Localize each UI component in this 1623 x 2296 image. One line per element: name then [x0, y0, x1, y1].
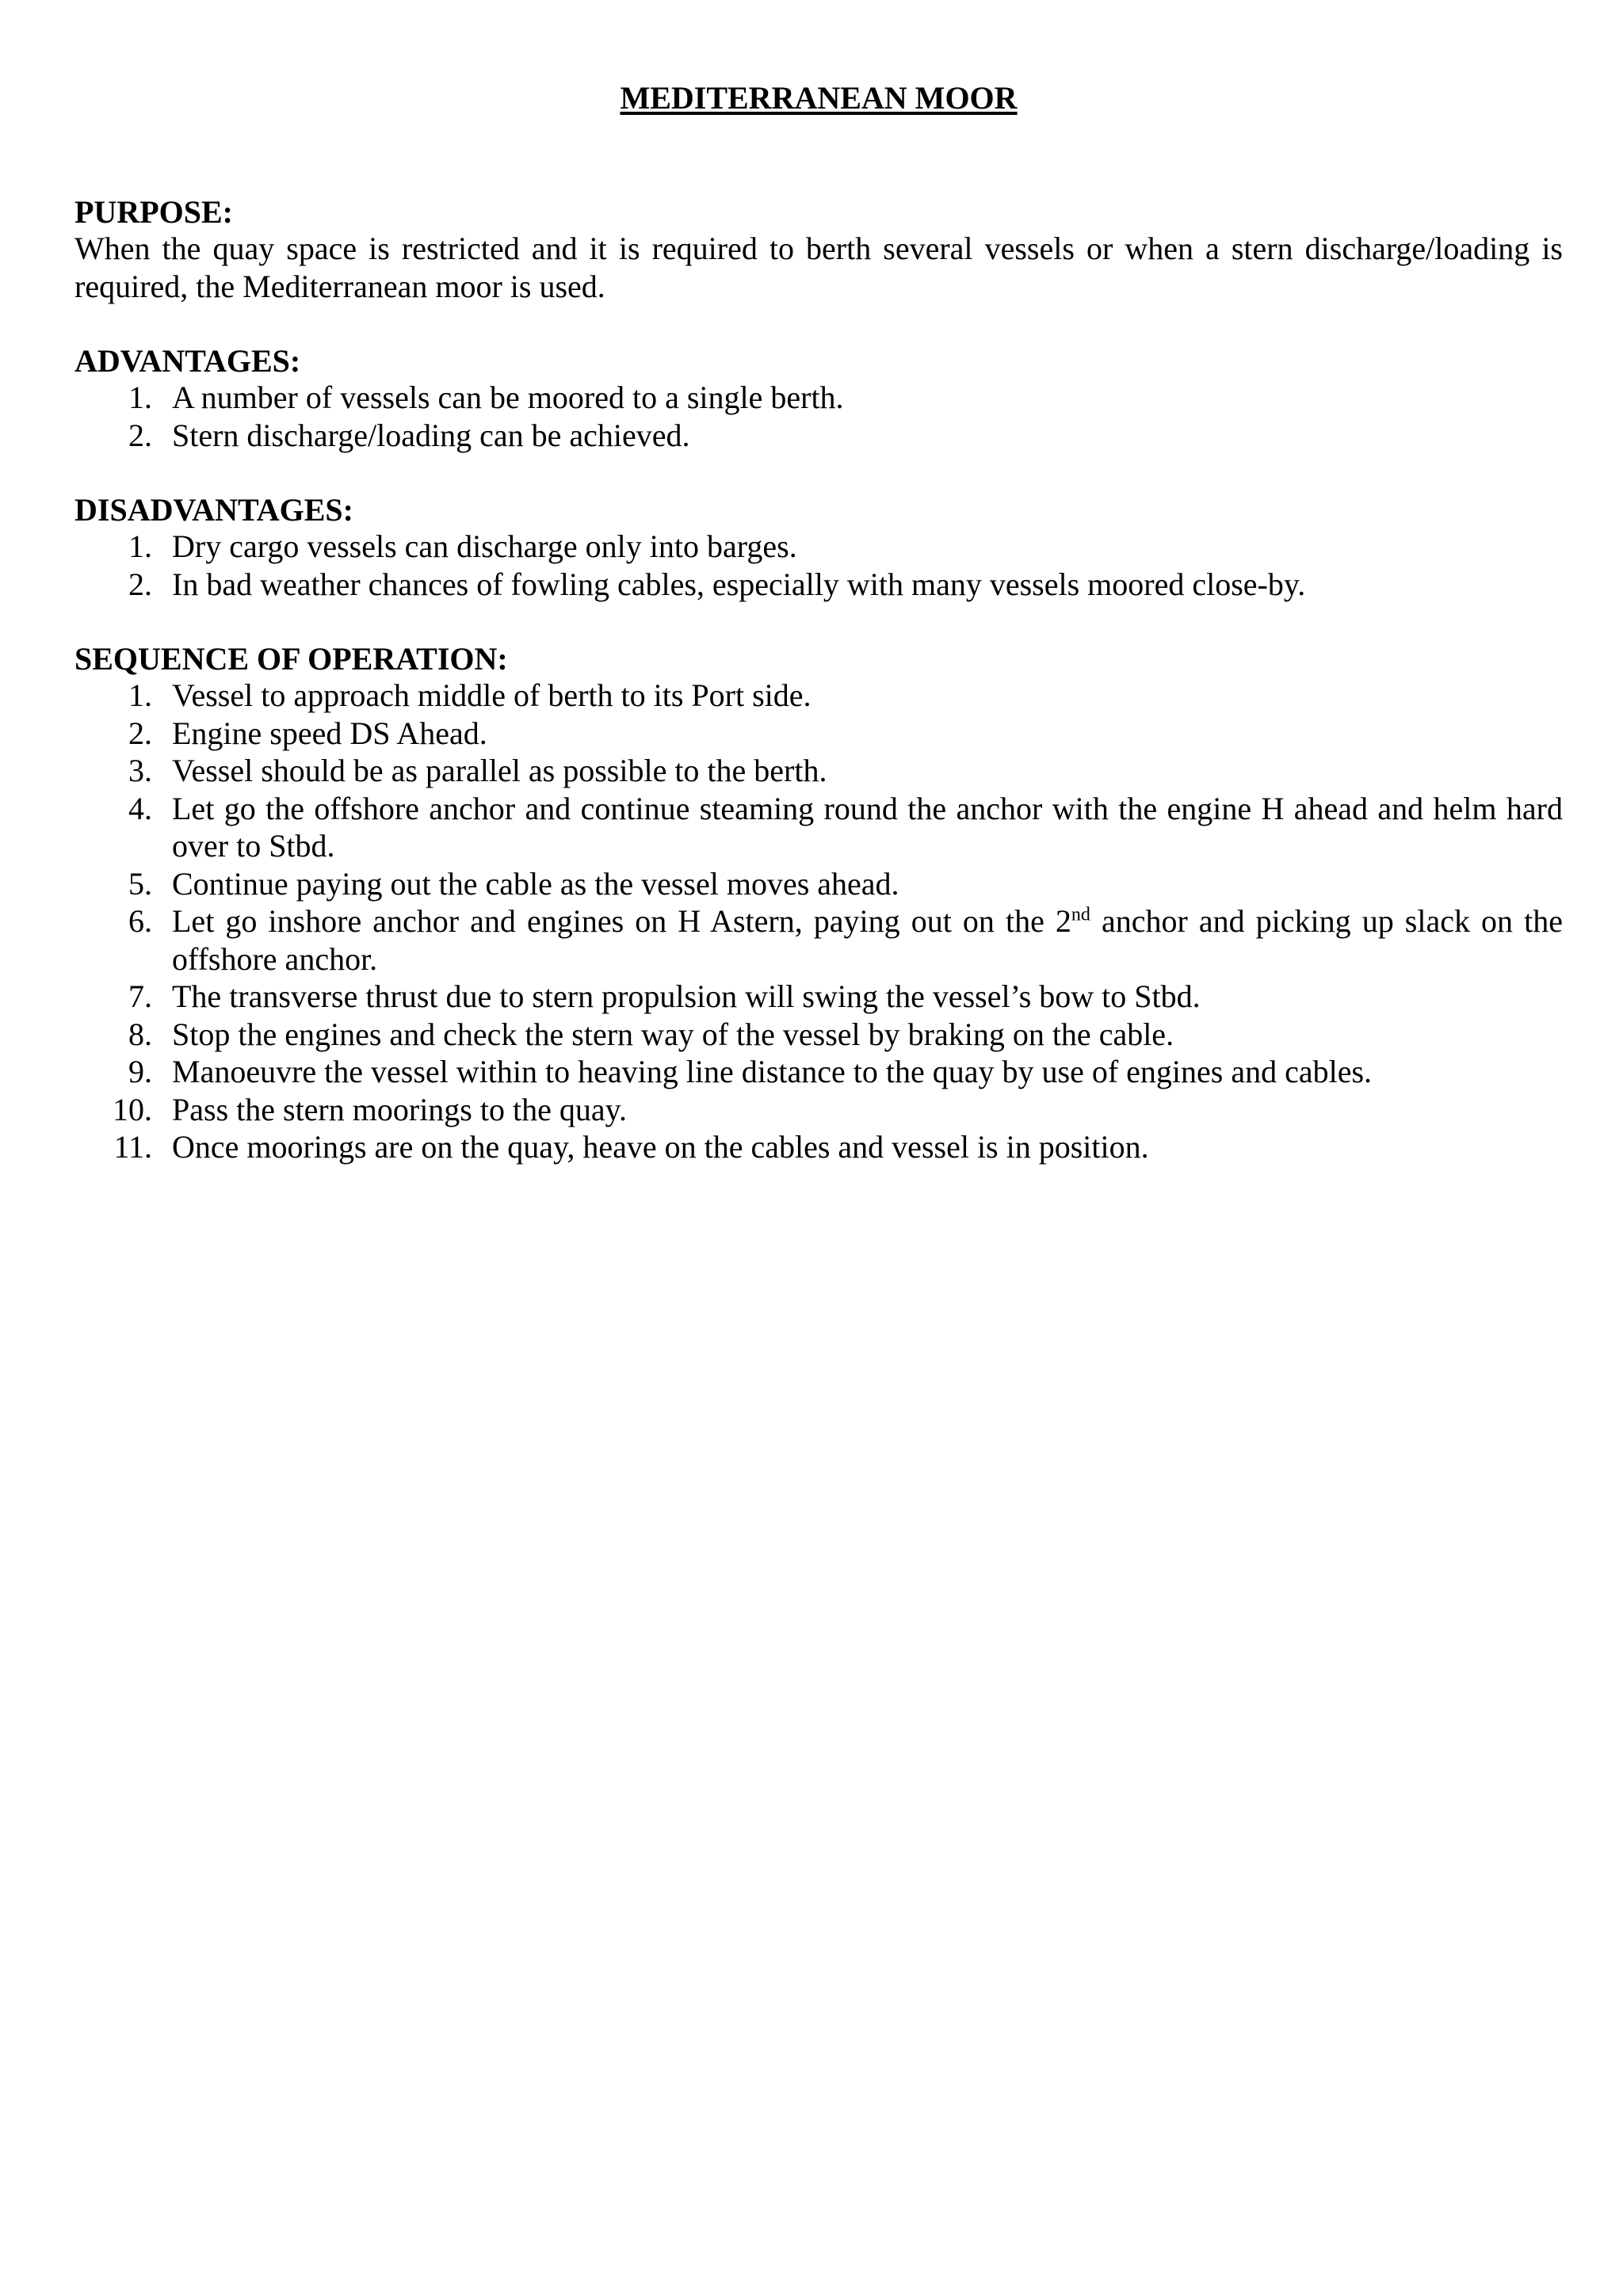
sequence-list: [74, 677, 1563, 1166]
list-item-number: 10.: [113, 1091, 152, 1127]
document-title: MEDITERRANEAN MOOR: [620, 80, 1018, 116]
list-item: [74, 1016, 1563, 1054]
list-item-text: The transverse thrust due to stern propulsion will swing the vessel’s bow to Stbd.: [172, 978, 1201, 1014]
list-item-text-part: Let go inshore anchor and engines on H Astern, paying out on the 2: [172, 903, 1071, 939]
list-item-number: 7.: [128, 978, 152, 1014]
list-item: [74, 379, 1563, 417]
list-item-number: 1.: [128, 528, 152, 564]
list-item-number: 11.: [113, 1129, 152, 1165]
disadvantages-list: [74, 528, 1563, 603]
list-item-text: Pass the stern moorings to the quay.: [172, 1091, 628, 1127]
list-item-text: Let go the offshore anchor and continue steaming round the anchor with the engine H ahead and helm hard over to Stbd.: [172, 790, 1563, 864]
list-item-number: 2.: [128, 715, 152, 751]
list-item-number: 4.: [128, 790, 152, 826]
list-item-text: Dry cargo vessels can discharge only into barges.: [172, 528, 797, 564]
list-item-number: 9.: [128, 1054, 152, 1089]
list-item-text: Stop the engines and check the stern way of the vessel by braking on the cable.: [172, 1016, 1174, 1052]
list-item-text: Once moorings are on the quay, heave on the cables and vessel is in position.: [172, 1129, 1149, 1165]
list-item-number: 6.: [128, 903, 152, 939]
list-item-text: Vessel to approach middle of berth to its Port side.: [172, 677, 812, 713]
list-item: [74, 902, 1563, 978]
list-item: [74, 752, 1563, 790]
list-item: [74, 865, 1563, 903]
list-item-number: 8.: [128, 1016, 152, 1052]
list-item: [74, 417, 1563, 455]
list-item-text-part: anchor and picking up slack on the offshore anchor.: [172, 903, 1563, 977]
list-item-number: 2.: [128, 566, 152, 602]
list-item: [74, 528, 1563, 566]
list-item-text: Stern discharge/loading can be achieved.: [172, 417, 690, 453]
list-item: [74, 566, 1563, 604]
list-item-text: Engine speed DS Ahead.: [172, 715, 487, 751]
ordinal-suffix: nd: [1071, 904, 1090, 925]
disadvantages-heading: DISADVANTAGES:: [74, 492, 353, 528]
list-item: [74, 1091, 1563, 1129]
list-item-text: Manoeuvre the vessel within to heaving line distance to the quay by use of engines and cables.: [172, 1054, 1373, 1089]
list-item-text: A number of vessels can be moored to a single berth.: [172, 379, 844, 415]
list-item: [74, 790, 1563, 865]
list-item-text: Continue paying out the cable as the vessel moves ahead.: [172, 865, 899, 902]
advantages-list: [74, 379, 1563, 454]
list-item: [74, 978, 1563, 1016]
sequence-heading: SEQUENCE OF OPERATION:: [74, 641, 508, 677]
list-item-text: In bad weather chances of fowling cables, especially with many vessels moored close-by.: [172, 566, 1306, 602]
list-item-text: [172, 903, 1563, 977]
list-item-number: 2.: [128, 417, 152, 453]
list-item: [74, 677, 1563, 715]
list-item-number: 3.: [128, 753, 152, 788]
list-item-number: 1.: [128, 677, 152, 713]
list-item-text: Vessel should be as parallel as possible to the berth.: [172, 753, 827, 788]
list-item-number: 1.: [128, 379, 152, 415]
purpose-heading: PURPOSE:: [74, 194, 233, 230]
advantages-heading: ADVANTAGES:: [74, 343, 301, 379]
list-item: [74, 1053, 1563, 1091]
list-item: [74, 1128, 1563, 1166]
purpose-text: When the quay space is restricted and it is required to berth several vessels or when a stern discharge/loading is required, the Mediterranean moor is used.: [74, 231, 1563, 304]
list-item: [74, 715, 1563, 753]
list-item-number: 5.: [128, 865, 152, 902]
